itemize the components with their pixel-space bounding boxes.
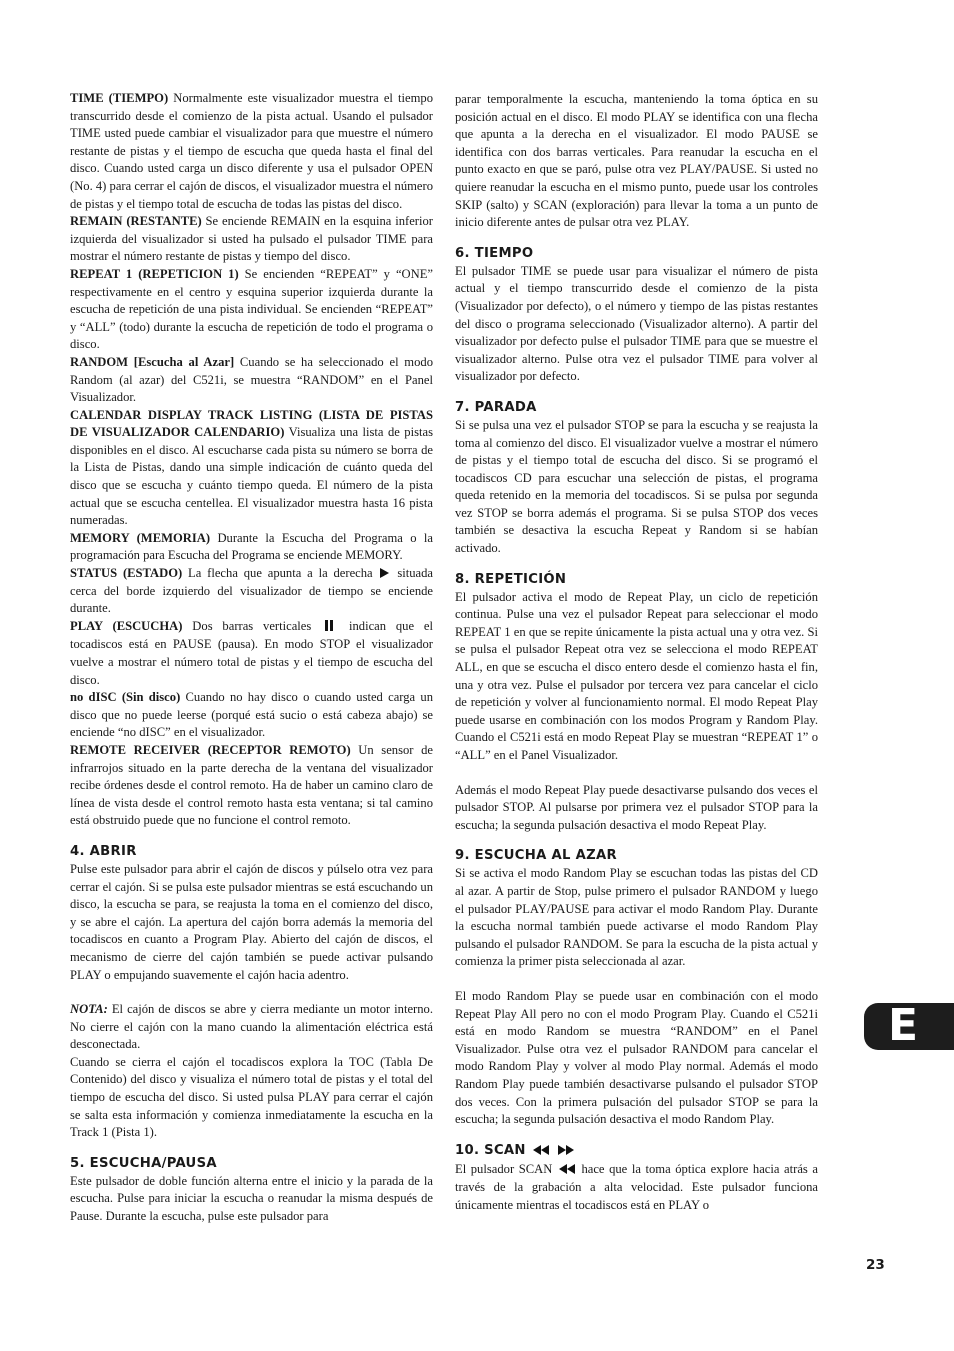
- abrir-paragraph-2: Cuando se cierra el cajón el tocadiscos explora la TOC (Tabla De Contenido) del disco y visualiza el número total de pistas y el total del tiempo de escucha del disco. Si usted pulsa PLAY para cerrar el cajón se salta esta información y comienza inmediatamente la escucha en la Track 1 (Pista 1).: [70, 1054, 433, 1140]
- term-nodisc: no dISC (Sin disco): [70, 690, 181, 705]
- term-calendar: CALENDAR DISPLAY TRACK LISTING (LISTA DE PISTAS DE VISUALIZADOR CALENDARIO): [70, 407, 433, 440]
- pause-bars-icon: [325, 619, 335, 637]
- left-column: [70, 90, 433, 1226]
- abrir-paragraph: Pulse este pulsador para abrir el cajón de discos y púlselo otra vez para cerrar el cajón. Si se pulsa este pulsador mientras se está escuchando un disco, la escucha se para, se reajusta la toma en el comienzo del disco, y se abre el cajón. La apertura del cajón borra además la memoria del tocadiscos en cuanto a Program Play. Abierto del cajón de discos, el mecanismo de cierre del cajón también se puede activar pulsando PLAY o empujando suavemente el cajón hacia adentro.: [70, 861, 433, 982]
- nodisc-paragraph: [70, 689, 433, 742]
- pausa-paragraph: Este pulsador de doble función alterna entre el inicio y la parada de la escucha. Pulse para iniciar la escucha o reanudar la misma después de Pause. Durante la escucha, pulse este pulsador para: [70, 1173, 433, 1224]
- language-tab-letter: E: [888, 1000, 919, 1051]
- term-status: STATUS (ESTADO): [70, 566, 183, 581]
- azar-paragraph-2: El modo Random Play se puede usar en combinación con el modo Repeat Play All pero no con el modo Program Play. Cuando el C521i está en modo Random se muestra “RANDOM” en el Panel Visualizador. Pulse otra vez el pulsador RANDOM para cancelar el modo Random Play y volver al modo Play normal. Además el modo Random Play puede también desactivarse pulsando el pulsador STOP dos veces. Con la primera pulsación del pulsador STOP se para la escucha; la segunda pulsación desactiva el modo Random Play.: [455, 988, 818, 1127]
- rewind-icon: [533, 1143, 549, 1160]
- nodisc-text: Cuando no hay disco o cuando usted carga un disco que no puede leerse (porqué está sucio o está cabeza abajo) se enciende “no dISC” en el visualizador.: [70, 690, 433, 740]
- note-paragraph: [70, 1001, 433, 1054]
- status-paragraph: [70, 565, 433, 618]
- term-remain: REMAIN (RESTANTE): [70, 214, 202, 229]
- remain-text: Se enciende REMAIN en la esquina inferior izquierda del visualizador si usted ha pulsado el pulsador TIME para mostrar el número restante de pistas y tiempo del disco.: [70, 214, 433, 264]
- heading-tiempo: 6. TIEMPO: [455, 245, 534, 261]
- azar-paragraph: Si se activa el modo Random Play se escuchan todas las pistas del CD al azar. A partir de Stop, pulse primero el pulsador RANDOM y luego el pulsador PLAY/PAUSE para activar el modo Random Play. Durante la escucha normal también puede activarse el modo Random Play pulsando el pulsador RANDOM. Se para la escucha de la pista actual y comienza la primer pista seleccionada al azar.: [455, 866, 818, 969]
- remote-text: Un sensor de infrarrojos situado en la parte derecha de la ventana del visualizador recibe órdenes desde el control remoto. Ha de haber un camino claro de línea de vista desde el control remoto hasta esta ventana; si tal camino está obstruido puede que no funcione el control remoto.: [70, 742, 433, 828]
- heading-escucha-pausa: 5. ESCUCHA/PAUSA: [70, 1155, 217, 1171]
- heading-scan-label: 10. SCAN: [455, 1142, 526, 1158]
- language-tab: [864, 1000, 954, 1051]
- random-text: Cuando se ha seleccionado el modo Random (al azar) del C521i, se muestra “RANDOM” en el Panel Visualizador.: [70, 354, 433, 405]
- heading-scan: [455, 1142, 818, 1160]
- heading-abrir: 4. ABRIR: [70, 843, 137, 859]
- play-paragraph: [70, 618, 433, 689]
- random-paragraph: [70, 354, 433, 407]
- tiempo-paragraph: El pulsador TIME se puede usar para visualizar el número de pista actual y el tiempo transcurrido desde el comienzo de la pista (Visualizador por defecto), o el número y tiempo de las pistas restantes del disco o programa seleccionado (Visualizador alterno). A partir del visualizador por defecto pulse el pulsador TIME para que se muestre el visualizador alterno. Pulse otra vez el pulsador TIME para volver al visualizador por defecto.: [455, 263, 818, 384]
- heading-repeticion: 8. REPETICIÓN: [455, 571, 567, 587]
- remote-paragraph: [70, 742, 433, 830]
- repeticion-paragraph-2: Además el modo Repeat Play puede desactivarse pulsando dos veces el pulsador STOP. Al pulsarse por primera vez el pulsador STOP para la escucha; la segunda pulsación desactiva el modo Repeat Play.: [455, 782, 818, 832]
- calendar-paragraph: [70, 407, 433, 530]
- repeat-paragraph: [70, 266, 433, 354]
- repeticion-paragraph: El pulsador activa el modo de Repeat Play, un ciclo de repetición continua. Pulse una vez el pulsador Repeat para seleccionar el modo REPEAT 1 en que se repite únicamente la pista actual una y otra vez. Si se pulsa el pulsador Repeat otra vez se selecciona el modo REPEAT ALL, en que se escucha el disco entero desde el comienzo hasta el fin, una y otra vez. Pulse el pulsador por tercera vez para cancelar el ciclo de repetición y volver al funcionamiento normal. El modo Repeat Play puede usarse en combinación con los modos Program y Random Play. Cuando el C521i está en modo Repeat Play se muestran “REPEAT 1” o “ALL” en el Panel Visualizador.: [455, 589, 818, 762]
- status-text-a: La flecha que apunta a la derecha: [182, 566, 373, 581]
- scan-text-b: hace que la toma óptica explore hacia atrás a través de la grabación a alta velocidad. Este pulsador funciona únicamente mientras el tocadiscos está en PLAY o: [455, 1161, 818, 1212]
- term-repeat: REPEAT 1 (REPETICION 1): [70, 266, 239, 281]
- term-random: RANDOM [Escucha al Azar]: [70, 354, 235, 369]
- scan-paragraph: [455, 1161, 818, 1215]
- time-paragraph: [70, 90, 433, 213]
- remain-paragraph: [70, 213, 433, 266]
- play-text-a: Dos barras verticales: [182, 618, 312, 633]
- heading-parada: 7. PARADA: [455, 399, 537, 415]
- term-time: TIME (TIEMPO): [70, 91, 169, 105]
- term-play: PLAY (ESCUCHA): [70, 618, 183, 633]
- repeat-text: Se encienden “REPEAT” y “ONE” respectivamente en el centro y esquina superior izquierda durante la escucha de repetición de una pista individual. Se encienden “REPEAT” y “ALL” (todo) durante la escucha de repetición de todo el programa o disco.: [70, 266, 434, 352]
- heading-escucha-azar: 9. ESCUCHA AL AZAR: [455, 848, 617, 864]
- scan-text-a: El pulsador SCAN: [455, 1161, 553, 1176]
- status-text-b: situada cerca del borde izquierdo del visualizador de tiempo se enciende durante.: [70, 566, 433, 616]
- play-arrow-icon: [380, 568, 389, 578]
- term-remote: REMOTE RECEIVER (RECEPTOR REMOTO): [70, 742, 351, 757]
- play-text-b: indican que el tocadiscos está en PAUSE (pausa). En modo STOP el visualizador vuelve a mostrar el número total de pistas y el tiempo de escucha del disco.: [70, 618, 433, 687]
- time-text: Normalmente este visualizador muestra el tiempo transcurrido desde el comienzo de la pista actual. Usando el pulsador TIME usted puede cambiar el visualizador para que muestre el número restante de pistas y el tiempo de escucha que queda hasta el final del disco. Cuando usted carga un disco diferente y usa el pulsador OPEN (No. 4) para cerrar el cajón de discos, el visualizador muestra el número de pistas y el tiempo total de escucha de todas las pistas del disco.: [70, 91, 433, 211]
- parada-paragraph: Si se pulsa una vez el pulsador STOP se para la escucha y se reajusta la toma al comienzo del disco. El visualizador vuelve a mostrar el número de pistas y el tiempo total de escucha del disco. Si se programó el tocadiscos CD para escuchar una selección de pistas, el programa queda retenido en la memoria del tocadiscos. Si se pulsa por segunda vez STOP se borra además el programa. Si se pulsa STOP dos veces también se desactiva la escucha Repeat y Random si se habían activado.: [455, 417, 818, 556]
- rewind-icon-inline: [559, 1162, 575, 1180]
- right-column: [455, 91, 818, 1214]
- term-memory: MEMORY (MEMORIA): [70, 530, 211, 545]
- page-number: 23: [866, 1257, 885, 1273]
- fast-forward-icon: [558, 1143, 574, 1160]
- note-label: NOTA:: [70, 1002, 108, 1017]
- memory-text: Durante la Escucha del Programa o la programación para Escucha del Programa se enciende MEMORY.: [70, 530, 433, 563]
- pausa-continued-paragraph: parar temporalmente la escucha, manteniendo la toma óptica en su posición actual en el disco. El modo PLAY se identifica con una flecha que apunta a la derecha en el visualizador. El modo PAUSE se identifica con dos barras verticales. Para reanudar la escucha en el punto exacto en que se paró, pulse otra vez PLAY/PAUSE. Si usted no quiere reanudar la escucha en el mismo punto, puede usar los controles SKIP (salto) y SCAN (exploración) para llevar la toma a un punto de inicio diferente antes de pulsar otra vez PLAY.: [455, 92, 818, 230]
- note-text: El cajón de discos se abre y cierra mediante un motor interno. No cierre el cajón con la mano cuando la alimentación eléctrica está desconectada.: [70, 1002, 433, 1052]
- memory-paragraph: [70, 530, 433, 565]
- calendar-text: Visualiza una lista de pistas disponibles en el disco. Al escucharse cada pista su número se borra de la Lista de Pistas, dando una simple indicación de cuánto queda del disco que se escucha y cuánto tiempo queda. El número de la pista actual que se escucha centellea. El visualizador muestra hasta 16 pista numeradas.: [70, 425, 433, 528]
